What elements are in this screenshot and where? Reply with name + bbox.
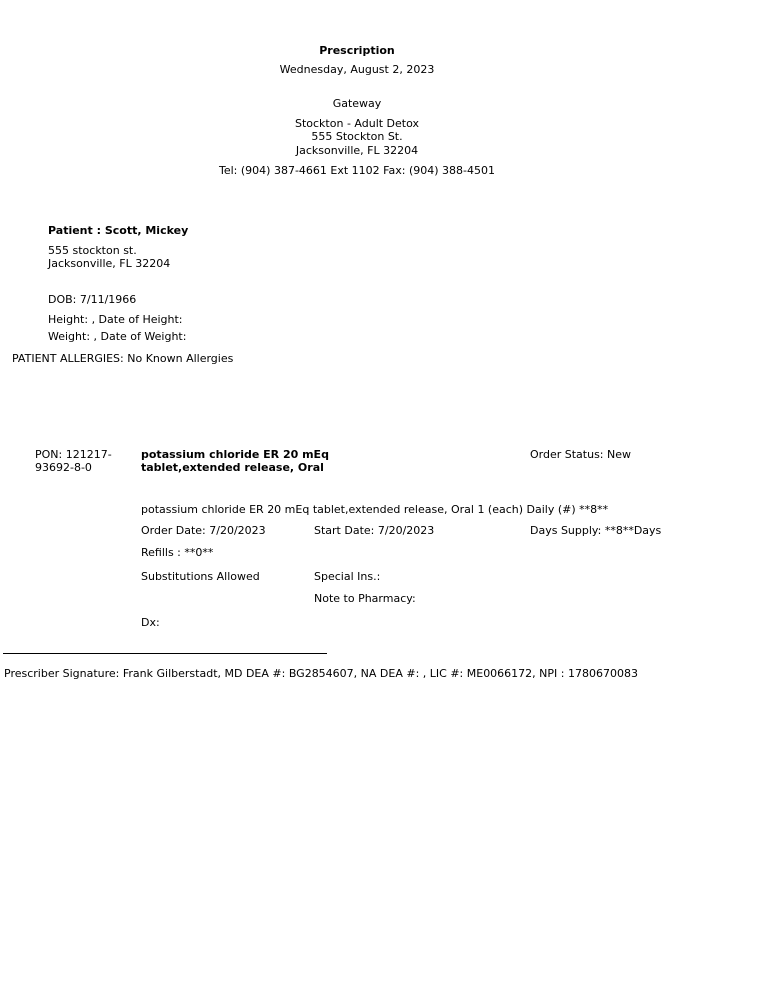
patient-allergies: PATIENT ALLERGIES: No Known Allergies xyxy=(12,352,234,365)
patient-dob: DOB: 7/11/1966 xyxy=(48,293,137,306)
drug-name-line2: tablet,extended release, Oral xyxy=(141,461,324,474)
refills: Refills : **0** xyxy=(141,546,214,559)
substitutions: Substitutions Allowed xyxy=(141,570,260,583)
signature-rule xyxy=(3,653,327,654)
drug-name-line1: potassium chloride ER 20 mEq xyxy=(141,448,329,461)
facility-street: 555 Stockton St. xyxy=(311,130,403,143)
patient-height: Height: , Date of Height: xyxy=(48,313,183,326)
order-date: Order Date: 7/20/2023 xyxy=(141,524,266,537)
special-instructions: Special Ins.: xyxy=(314,570,381,583)
facility-phone-fax: Tel: (904) 387-4661 Ext 1102 Fax: (904) 388-4501 xyxy=(219,164,495,177)
organization-name: Gateway xyxy=(332,97,382,110)
prescriber-signature: Prescriber Signature: Frank Gilberstadt, MD DEA #: BG2854607, NA DEA #: , LIC #: ME0066172, NPI : 1780670083 xyxy=(4,667,638,680)
order-pon-line2: 93692-8-0 xyxy=(35,461,92,474)
order-sig: potassium chloride ER 20 mEq tablet,extended release, Oral 1 (each) Daily (#) **8** xyxy=(141,503,609,516)
patient-weight: Weight: , Date of Weight: xyxy=(48,330,187,343)
document-title: Prescription xyxy=(319,44,395,57)
order-status: Order Status: New xyxy=(530,448,632,461)
diagnosis: Dx: xyxy=(141,616,160,629)
note-to-pharmacy: Note to Pharmacy: xyxy=(314,592,416,605)
facility-name: Stockton - Adult Detox xyxy=(294,117,420,130)
patient-name: Patient : Scott, Mickey xyxy=(48,224,189,237)
days-supply: Days Supply: **8**Days xyxy=(530,524,662,537)
patient-city-state-zip: Jacksonville, FL 32204 xyxy=(48,257,171,270)
order-pon-line1: PON: 121217- xyxy=(35,448,112,461)
document-date: Wednesday, August 2, 2023 xyxy=(279,63,435,76)
patient-street: 555 stockton st. xyxy=(48,244,137,257)
start-date: Start Date: 7/20/2023 xyxy=(314,524,435,537)
facility-city-state-zip: Jacksonville, FL 32204 xyxy=(295,144,419,157)
